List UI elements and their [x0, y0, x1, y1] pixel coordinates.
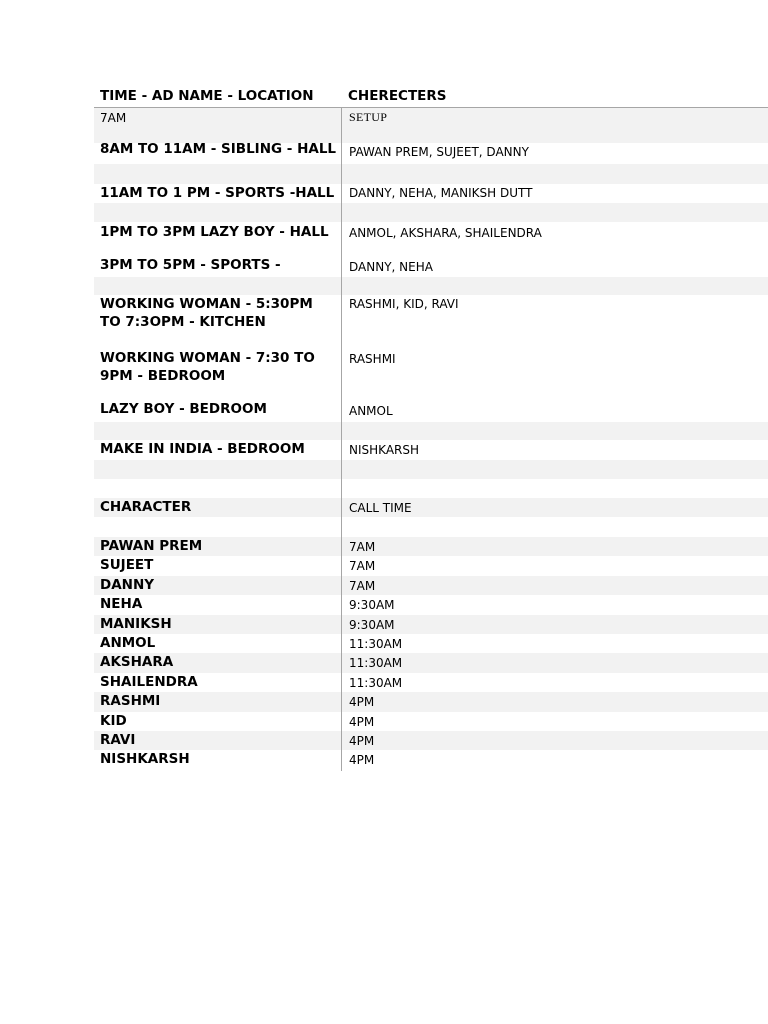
spacer-row [94, 277, 768, 295]
call-time-cell: 11:30AM [341, 634, 768, 653]
calltime-row [94, 653, 768, 672]
schedule-characters-cell: NISHKARSH [341, 440, 768, 460]
calltime-row [94, 615, 768, 634]
spacer-cell [341, 203, 768, 222]
schedule-time-cell: 8AM TO 11AM - SIBLING - HALL [100, 141, 337, 157]
schedule-row [94, 143, 768, 164]
character-name-cell: AKSHARA [100, 654, 174, 671]
header-characters: CHERECTERS [348, 88, 447, 104]
schedule-row [94, 402, 768, 422]
calltime-row [94, 537, 768, 556]
spacer-cell [341, 479, 768, 498]
spacer-cell [94, 479, 341, 498]
schedule-sheet [94, 86, 768, 771]
character-name-cell: SUJEET [100, 557, 154, 574]
schedule-row [94, 108, 768, 143]
call-time-cell: 9:30AM [341, 595, 768, 614]
call-time-cell: 4PM [341, 712, 768, 731]
spacer-cell [94, 460, 341, 479]
character-name-cell: RAVI [100, 731, 136, 748]
spacer-cell [94, 164, 341, 184]
spacer-cell [94, 277, 341, 295]
calltime-row [94, 634, 768, 653]
schedule-row [94, 258, 768, 277]
schedule-characters-cell: RASHMI, KID, RAVI [341, 295, 768, 349]
schedule-characters-cell: DANNY, NEHA [341, 258, 768, 277]
character-name-cell: ANMOL [100, 634, 156, 651]
spacer-cell [94, 203, 341, 222]
schedule-time-cell: WORKING WOMAN - 7:30 TO 9PM - BEDROOM [100, 350, 315, 384]
spacer-row [94, 460, 768, 479]
spacer-row [94, 203, 768, 222]
calltime-row [94, 673, 768, 692]
schedule-row [94, 222, 768, 258]
schedule-characters-cell: DANNY, NEHA, MANIKSH DUTT [341, 184, 768, 203]
spacer-cell [341, 164, 768, 184]
spacer-row [94, 164, 768, 184]
spacer-row [94, 517, 768, 537]
character-name-cell: PAWAN PREM [100, 538, 203, 554]
schedule-time-cell: 7AM [100, 111, 127, 125]
character-name-cell: NISHKARSH [100, 751, 190, 768]
call-time-cell: 4PM [341, 692, 768, 711]
calltime-row [94, 692, 768, 711]
call-time-cell: 7AM [341, 576, 768, 595]
schedule-characters-cell: ANMOL [341, 402, 768, 422]
calltime-row [94, 731, 768, 750]
schedule-row [94, 295, 768, 349]
character-name-cell: SHAILENDRA [100, 673, 198, 690]
schedule-time-cell: 11AM TO 1 PM - SPORTS -HALL [100, 185, 335, 201]
character-name-cell: DANNY [100, 576, 155, 593]
spacer-cell [341, 422, 768, 440]
call-time-cell: 4PM [341, 731, 768, 750]
spacer-row [94, 479, 768, 498]
calltime-row [94, 595, 768, 614]
schedule-time-cell: LAZY BOY - BEDROOM [100, 401, 267, 417]
schedule-characters-cell: PAWAN PREM, SUJEET, DANNY [341, 143, 768, 164]
call-time-cell: 4PM [341, 750, 768, 771]
schedule-row [94, 349, 768, 402]
spacer-cell [341, 277, 768, 295]
schedule-row [94, 184, 768, 203]
spacer-cell [94, 422, 341, 440]
spacer-row [94, 422, 768, 440]
call-time-cell: 7AM [341, 537, 768, 556]
schedule-time-cell: MAKE IN INDIA - BEDROOM [100, 441, 305, 457]
call-time-cell: 7AM [341, 556, 768, 575]
calltime-row [94, 576, 768, 595]
character-name-cell: NEHA [100, 596, 143, 613]
calltime-row [94, 750, 768, 771]
calltime-header-row [94, 498, 768, 517]
schedule-characters-cell: ANMOL, AKSHARA, SHAILENDRA [341, 222, 768, 258]
schedule-time-cell: 1PM TO 3PM LAZY BOY - HALL [100, 224, 329, 240]
schedule-header-row [94, 86, 768, 108]
call-time-cell: 11:30AM [341, 673, 768, 692]
character-name-cell: KID [100, 712, 127, 729]
character-name-cell: RASHMI [100, 693, 161, 710]
header-call-time: CALL TIME [341, 498, 768, 517]
schedule-characters-cell: RASHMI [341, 349, 768, 402]
call-time-cell: 11:30AM [341, 653, 768, 672]
character-name-cell: MANIKSH [100, 615, 172, 632]
spacer-cell [341, 517, 768, 537]
spacer-cell [341, 460, 768, 479]
calltime-row [94, 556, 768, 575]
schedule-characters-cell: SETUP [341, 108, 768, 143]
call-time-cell: 9:30AM [341, 615, 768, 634]
schedule-time-cell: 3PM TO 5PM - SPORTS - [100, 257, 281, 273]
calltime-row [94, 712, 768, 731]
spacer-cell [94, 517, 341, 537]
header-time-ad-location: TIME - AD NAME - LOCATION [100, 88, 314, 104]
header-character: CHARACTER [100, 499, 192, 515]
schedule-time-cell: WORKING WOMAN - 5:30PM TO 7:3OPM - KITCHEN [100, 296, 313, 330]
schedule-row [94, 440, 768, 460]
